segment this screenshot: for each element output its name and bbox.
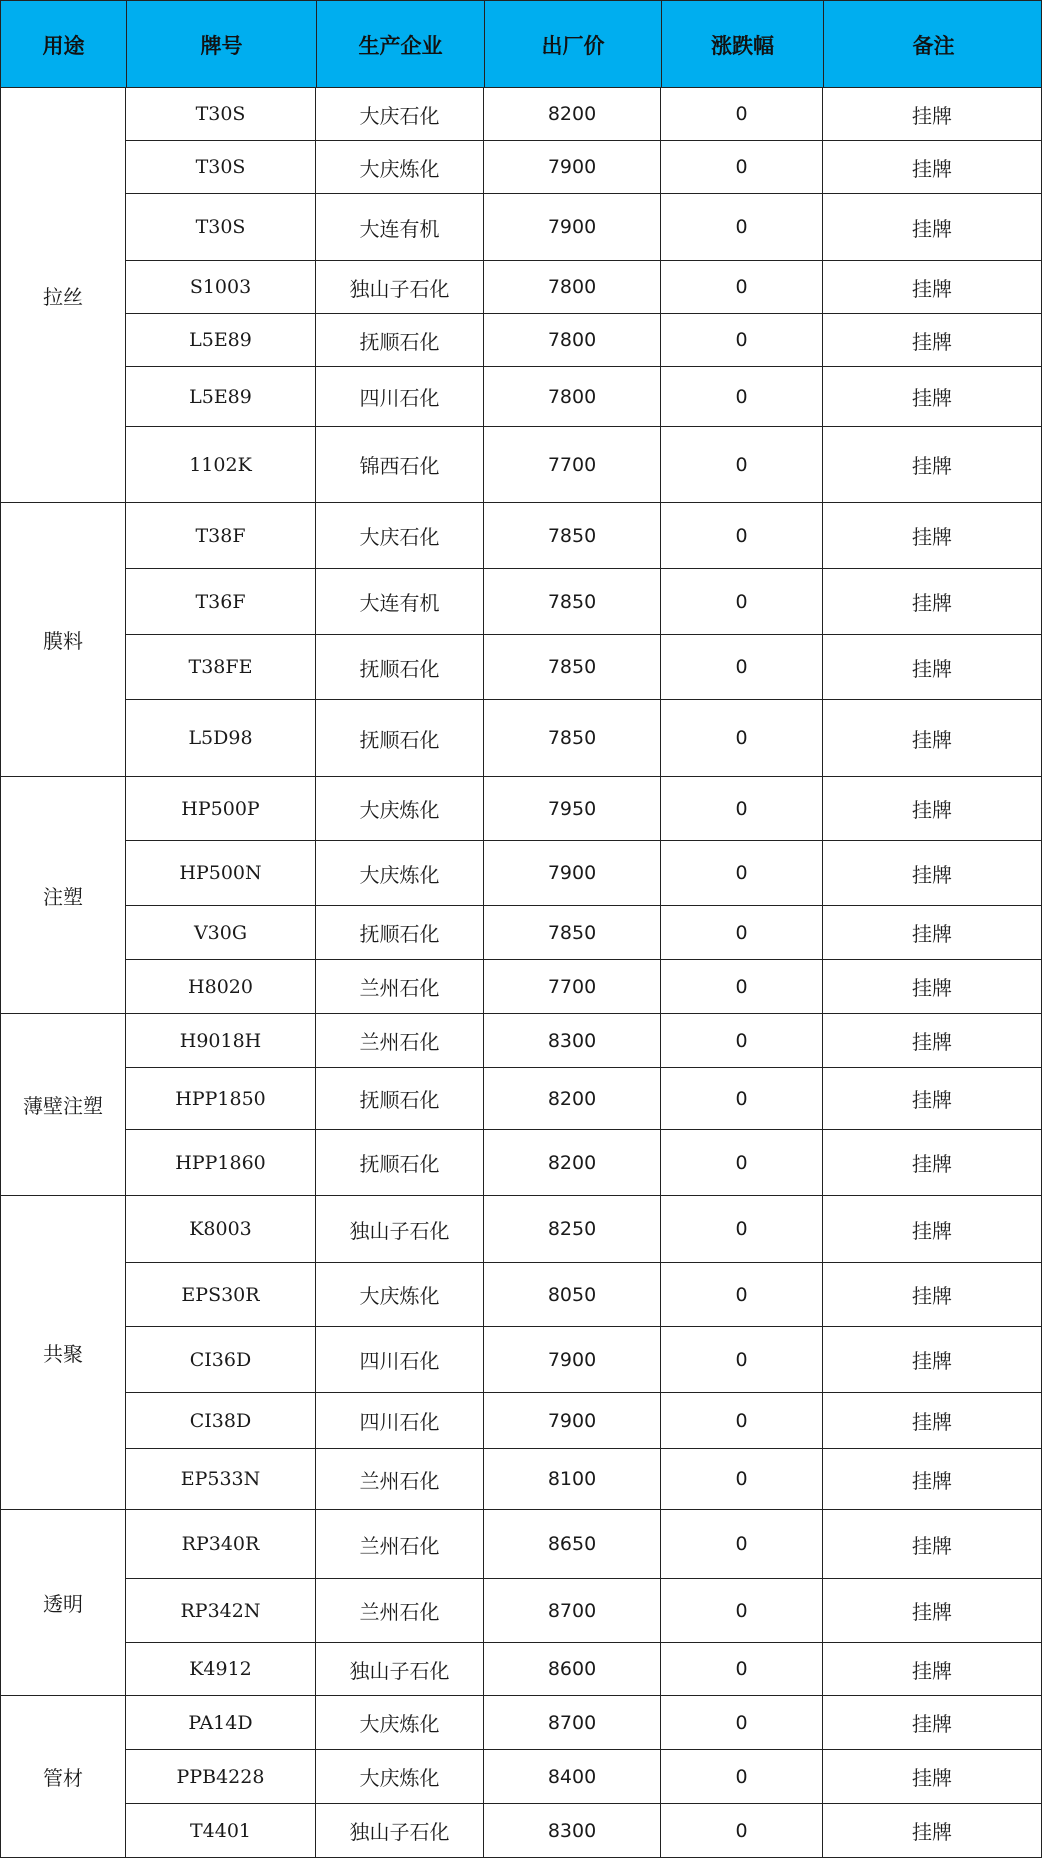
brand-cell: RP340R bbox=[125, 1510, 315, 1579]
note-cell: 挂牌 bbox=[822, 569, 1042, 635]
price-cell: 8050 bbox=[483, 1263, 660, 1327]
brand-cell: RP342N bbox=[125, 1579, 315, 1643]
price-cell: 8300 bbox=[483, 1014, 660, 1068]
note-cell: 挂牌 bbox=[822, 261, 1042, 314]
brand-cell: T30S bbox=[125, 88, 315, 141]
header-brand: 牌号 bbox=[126, 1, 316, 89]
price-cell: 8200 bbox=[483, 88, 660, 141]
note-cell: 挂牌 bbox=[822, 906, 1042, 960]
change-cell: 0 bbox=[660, 1196, 822, 1263]
company-cell: 大庆炼化 bbox=[315, 1263, 483, 1327]
brand-cell: EP533N bbox=[125, 1449, 315, 1510]
price-cell: 8100 bbox=[483, 1449, 660, 1510]
header-price: 出厂价 bbox=[484, 1, 661, 89]
change-cell: 0 bbox=[660, 1696, 822, 1750]
change-cell: 0 bbox=[660, 141, 822, 194]
change-cell: 0 bbox=[660, 635, 822, 700]
note-cell: 挂牌 bbox=[822, 1327, 1042, 1393]
change-cell: 0 bbox=[660, 194, 822, 261]
note-cell: 挂牌 bbox=[822, 1643, 1042, 1696]
brand-cell: HPP1860 bbox=[125, 1130, 315, 1196]
company-cell: 大庆炼化 bbox=[315, 841, 483, 906]
note-cell: 挂牌 bbox=[822, 1449, 1042, 1510]
price-cell: 7900 bbox=[483, 841, 660, 906]
company-cell: 独山子石化 bbox=[315, 261, 483, 314]
brand-cell: T38FE bbox=[125, 635, 315, 700]
note-cell: 挂牌 bbox=[822, 503, 1042, 569]
company-cell: 兰州石化 bbox=[315, 960, 483, 1014]
company-cell: 四川石化 bbox=[315, 1393, 483, 1449]
change-cell: 0 bbox=[660, 1263, 822, 1327]
company-cell: 四川石化 bbox=[315, 367, 483, 427]
brand-cell: T38F bbox=[125, 503, 315, 569]
change-cell: 0 bbox=[660, 1068, 822, 1130]
brand-cell: T36F bbox=[125, 569, 315, 635]
price-cell: 7800 bbox=[483, 314, 660, 367]
brand-cell: CI36D bbox=[125, 1327, 315, 1393]
price-cell: 7900 bbox=[483, 141, 660, 194]
header-note: 备注 bbox=[823, 1, 1042, 89]
price-cell: 7950 bbox=[483, 777, 660, 841]
brand-cell: HP500N bbox=[125, 841, 315, 906]
price-cell: 7850 bbox=[483, 503, 660, 569]
note-cell: 挂牌 bbox=[822, 1393, 1042, 1449]
change-cell: 0 bbox=[660, 1750, 822, 1804]
company-cell: 兰州石化 bbox=[315, 1449, 483, 1510]
price-cell: 8200 bbox=[483, 1068, 660, 1130]
header-company: 生产企业 bbox=[316, 1, 484, 89]
change-cell: 0 bbox=[660, 427, 822, 503]
price-cell: 7900 bbox=[483, 1393, 660, 1449]
note-cell: 挂牌 bbox=[822, 367, 1042, 427]
note-cell: 挂牌 bbox=[822, 1263, 1042, 1327]
price-cell: 7850 bbox=[483, 700, 660, 777]
brand-cell: L5E89 bbox=[125, 314, 315, 367]
use-cell: 薄壁注塑 bbox=[0, 1014, 125, 1196]
note-cell: 挂牌 bbox=[822, 141, 1042, 194]
brand-cell: H8020 bbox=[125, 960, 315, 1014]
brand-cell: S1003 bbox=[125, 261, 315, 314]
use-cell: 膜料 bbox=[0, 503, 125, 777]
company-cell: 抚顺石化 bbox=[315, 906, 483, 960]
header-use: 用途 bbox=[42, 33, 85, 58]
brand-cell: CI38D bbox=[125, 1393, 315, 1449]
change-cell: 0 bbox=[660, 1327, 822, 1393]
price-cell: 8700 bbox=[483, 1696, 660, 1750]
note-cell: 挂牌 bbox=[822, 1068, 1042, 1130]
brand-cell: PPB4228 bbox=[125, 1750, 315, 1804]
brand-cell: T30S bbox=[125, 141, 315, 194]
change-cell: 0 bbox=[660, 367, 822, 427]
note-cell: 挂牌 bbox=[822, 1196, 1042, 1263]
company-cell: 抚顺石化 bbox=[315, 1068, 483, 1130]
change-cell: 0 bbox=[660, 1393, 822, 1449]
brand-cell: L5E89 bbox=[125, 367, 315, 427]
company-cell: 大庆炼化 bbox=[315, 1696, 483, 1750]
brand-cell: V30G bbox=[125, 906, 315, 960]
change-cell: 0 bbox=[660, 1130, 822, 1196]
company-cell: 抚顺石化 bbox=[315, 314, 483, 367]
company-cell: 大连有机 bbox=[315, 194, 483, 261]
price-cell: 7900 bbox=[483, 194, 660, 261]
note-cell: 挂牌 bbox=[822, 1696, 1042, 1750]
brand-cell: T4401 bbox=[125, 1804, 315, 1858]
change-cell: 0 bbox=[660, 88, 822, 141]
note-cell: 挂牌 bbox=[822, 1750, 1042, 1804]
company-cell: 独山子石化 bbox=[315, 1196, 483, 1263]
brand-cell: HPP1850 bbox=[125, 1068, 315, 1130]
brand-cell: HP500P bbox=[125, 777, 315, 841]
use-cell: 透明 bbox=[0, 1510, 125, 1696]
change-cell: 0 bbox=[660, 1449, 822, 1510]
note-cell: 挂牌 bbox=[822, 1579, 1042, 1643]
company-cell: 抚顺石化 bbox=[315, 1130, 483, 1196]
change-cell: 0 bbox=[660, 1014, 822, 1068]
company-cell: 兰州石化 bbox=[315, 1579, 483, 1643]
company-cell: 锦西石化 bbox=[315, 427, 483, 503]
change-cell: 0 bbox=[660, 777, 822, 841]
price-cell: 8400 bbox=[483, 1750, 660, 1804]
change-cell: 0 bbox=[660, 314, 822, 367]
change-cell: 0 bbox=[660, 1579, 822, 1643]
company-cell: 大庆炼化 bbox=[315, 777, 483, 841]
note-cell: 挂牌 bbox=[822, 88, 1042, 141]
price-cell: 7800 bbox=[483, 367, 660, 427]
table-header bbox=[0, 0, 1042, 88]
company-cell: 大庆炼化 bbox=[315, 141, 483, 194]
price-cell: 7700 bbox=[483, 960, 660, 1014]
price-cell: 7850 bbox=[483, 635, 660, 700]
price-cell: 8250 bbox=[483, 1196, 660, 1263]
price-cell: 8600 bbox=[483, 1643, 660, 1696]
note-cell: 挂牌 bbox=[822, 841, 1042, 906]
change-cell: 0 bbox=[660, 700, 822, 777]
price-cell: 8200 bbox=[483, 1130, 660, 1196]
note-cell: 挂牌 bbox=[822, 960, 1042, 1014]
company-cell: 抚顺石化 bbox=[315, 700, 483, 777]
brand-cell: K8003 bbox=[125, 1196, 315, 1263]
price-cell: 7850 bbox=[483, 569, 660, 635]
price-cell: 7800 bbox=[483, 261, 660, 314]
change-cell: 0 bbox=[660, 841, 822, 906]
change-cell: 0 bbox=[660, 1643, 822, 1696]
change-cell: 0 bbox=[660, 960, 822, 1014]
note-cell: 挂牌 bbox=[822, 1130, 1042, 1196]
brand-cell: T30S bbox=[125, 194, 315, 261]
company-cell: 大连有机 bbox=[315, 569, 483, 635]
company-cell: 大庆炼化 bbox=[315, 1750, 483, 1804]
change-cell: 0 bbox=[660, 569, 822, 635]
brand-cell: 1102K bbox=[125, 427, 315, 503]
note-cell: 挂牌 bbox=[822, 194, 1042, 261]
note-cell: 挂牌 bbox=[822, 427, 1042, 503]
note-cell: 挂牌 bbox=[822, 777, 1042, 841]
company-cell: 兰州石化 bbox=[315, 1510, 483, 1579]
note-cell: 挂牌 bbox=[822, 1804, 1042, 1858]
change-cell: 0 bbox=[660, 1804, 822, 1858]
price-cell: 7850 bbox=[483, 906, 660, 960]
use-cell: 共聚 bbox=[0, 1196, 125, 1510]
company-cell: 大庆石化 bbox=[315, 88, 483, 141]
note-cell: 挂牌 bbox=[822, 314, 1042, 367]
change-cell: 0 bbox=[660, 503, 822, 569]
price-cell: 8650 bbox=[483, 1510, 660, 1579]
company-cell: 独山子石化 bbox=[315, 1804, 483, 1858]
brand-cell: EPS30R bbox=[125, 1263, 315, 1327]
company-cell: 兰州石化 bbox=[315, 1014, 483, 1068]
use-cell: 注塑 bbox=[0, 777, 125, 1014]
note-cell: 挂牌 bbox=[822, 1510, 1042, 1579]
company-cell: 四川石化 bbox=[315, 1327, 483, 1393]
price-cell: 7700 bbox=[483, 427, 660, 503]
note-cell: 挂牌 bbox=[822, 635, 1042, 700]
brand-cell: H9018H bbox=[125, 1014, 315, 1068]
use-cell: 拉丝 bbox=[0, 88, 125, 503]
header-change: 涨跌幅 bbox=[661, 1, 823, 89]
note-cell: 挂牌 bbox=[822, 700, 1042, 777]
company-cell: 抚顺石化 bbox=[315, 635, 483, 700]
brand-cell: K4912 bbox=[125, 1643, 315, 1696]
brand-cell: PA14D bbox=[125, 1696, 315, 1750]
company-cell: 大庆石化 bbox=[315, 503, 483, 569]
brand-cell: L5D98 bbox=[125, 700, 315, 777]
price-cell: 8700 bbox=[483, 1579, 660, 1643]
change-cell: 0 bbox=[660, 261, 822, 314]
use-cell: 管材 bbox=[0, 1696, 125, 1858]
company-cell: 独山子石化 bbox=[315, 1643, 483, 1696]
price-cell: 8300 bbox=[483, 1804, 660, 1858]
price-cell: 7900 bbox=[483, 1327, 660, 1393]
note-cell: 挂牌 bbox=[822, 1014, 1042, 1068]
change-cell: 0 bbox=[660, 906, 822, 960]
change-cell: 0 bbox=[660, 1510, 822, 1579]
